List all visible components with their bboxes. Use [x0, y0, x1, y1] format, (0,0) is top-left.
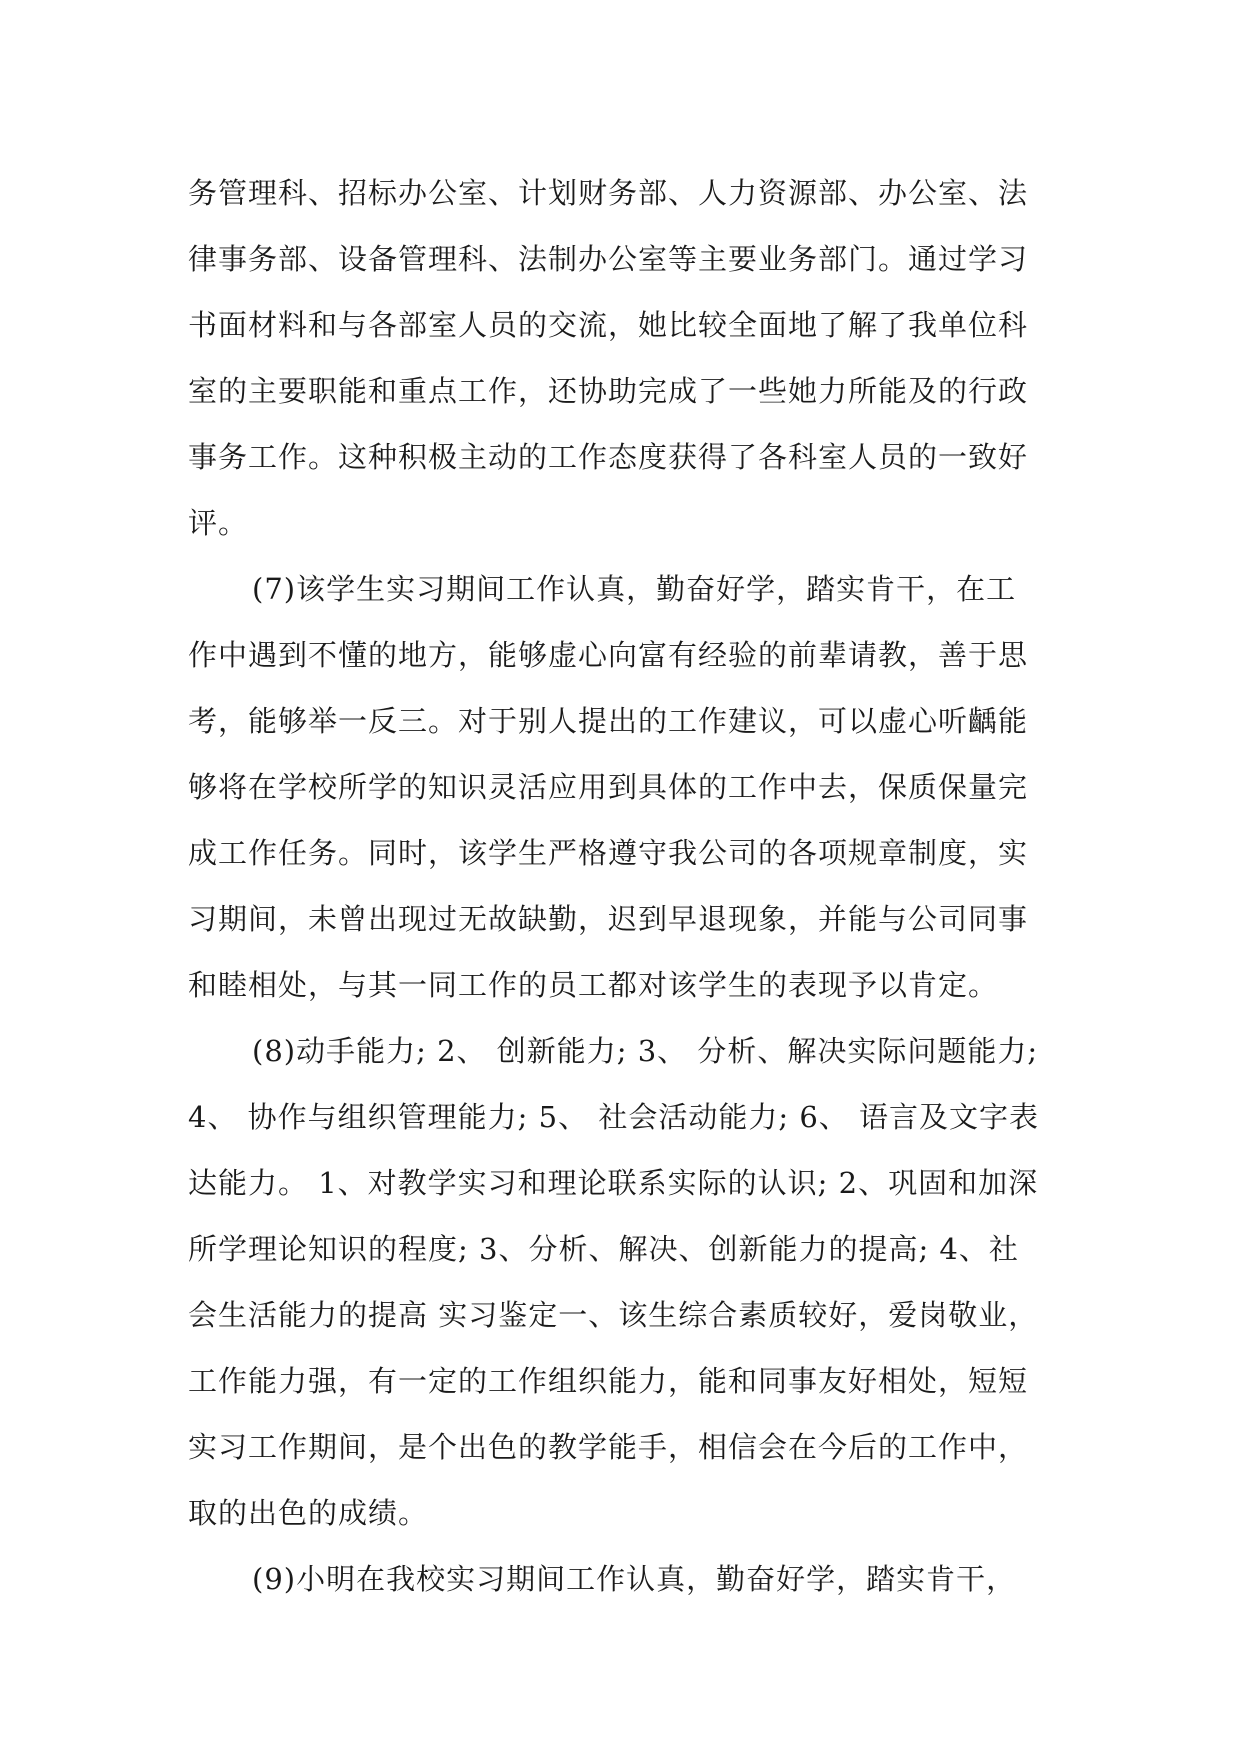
text-line: 会生活能力的提高 实习鉴定一、该生综合素质较好，爱岗敬业，	[188, 1298, 1039, 1332]
text-line: 够将在学校所学的知识灵活应用到具体的工作中去，保质保量完	[188, 770, 1029, 804]
text-line: 实习工作期间，是个出色的教学能手，相信会在今后的工作中，	[188, 1430, 1029, 1464]
text-line: 评。	[188, 506, 249, 540]
text-line: 所学理论知识的程度; 3、分析、解决、创新能力的提高; 4、社	[188, 1232, 1019, 1266]
text-line: 书面材料和与各部室人员的交流，她比较全面地了解了我单位科	[188, 308, 1029, 342]
text-line: 事务工作。这种积极主动的工作态度获得了各科室人员的一致好	[188, 440, 1029, 474]
text-line: (8)动手能力; 2、 创新能力; 3、 分析、解决实际问题能力;	[252, 1034, 1039, 1068]
text-line: 务管理科、招标办公室、计划财务部、人力资源部、办公室、法	[188, 176, 1029, 210]
document-body	[188, 160, 1058, 1612]
text-line: 成工作任务。同时，该学生严格遵守我公司的各项规章制度，实	[188, 836, 1029, 870]
text-line: 和睦相处，与其一同工作的员工都对该学生的表现予以肯定。	[188, 968, 999, 1002]
text-line: 取的出色的成绩。	[188, 1496, 429, 1530]
paragraph-continued	[188, 160, 1058, 556]
text-line: 工作能力强，有一定的工作组织能力，能和同事友好相处，短短	[188, 1364, 1029, 1398]
text-line: (7)该学生实习期间工作认真，勤奋好学，踏实肯干，在工	[252, 572, 1017, 606]
text-line: 室的主要职能和重点工作，还协助完成了一些她力所能及的行政	[188, 374, 1029, 408]
text-line: 4、 协作与组织管理能力; 5、 社会活动能力; 6、 语言及文字表	[188, 1100, 1039, 1134]
text-line: 考，能够举一反三。对于别人提出的工作建议，可以虚心听齲能	[188, 704, 1029, 738]
paragraph-8	[188, 1018, 1058, 1546]
text-line: 达能力。 1、对教学实习和理论联系实际的认识; 2、巩固和加深	[188, 1166, 1039, 1200]
paragraph-7	[188, 556, 1058, 1018]
text-line: 习期间，未曾出现过无故缺勤，迟到早退现象，并能与公司同事	[188, 902, 1029, 936]
text-line: (9)小明在我校实习期间工作认真，勤奋好学，踏实肯干，	[252, 1562, 1017, 1596]
text-line: 作中遇到不懂的地方，能够虚心向富有经验的前辈请教，善于思	[188, 638, 1029, 672]
paragraph-9	[188, 1546, 1058, 1612]
text-line: 律事务部、设备管理科、法制办公室等主要业务部门。通过学习	[188, 242, 1029, 276]
